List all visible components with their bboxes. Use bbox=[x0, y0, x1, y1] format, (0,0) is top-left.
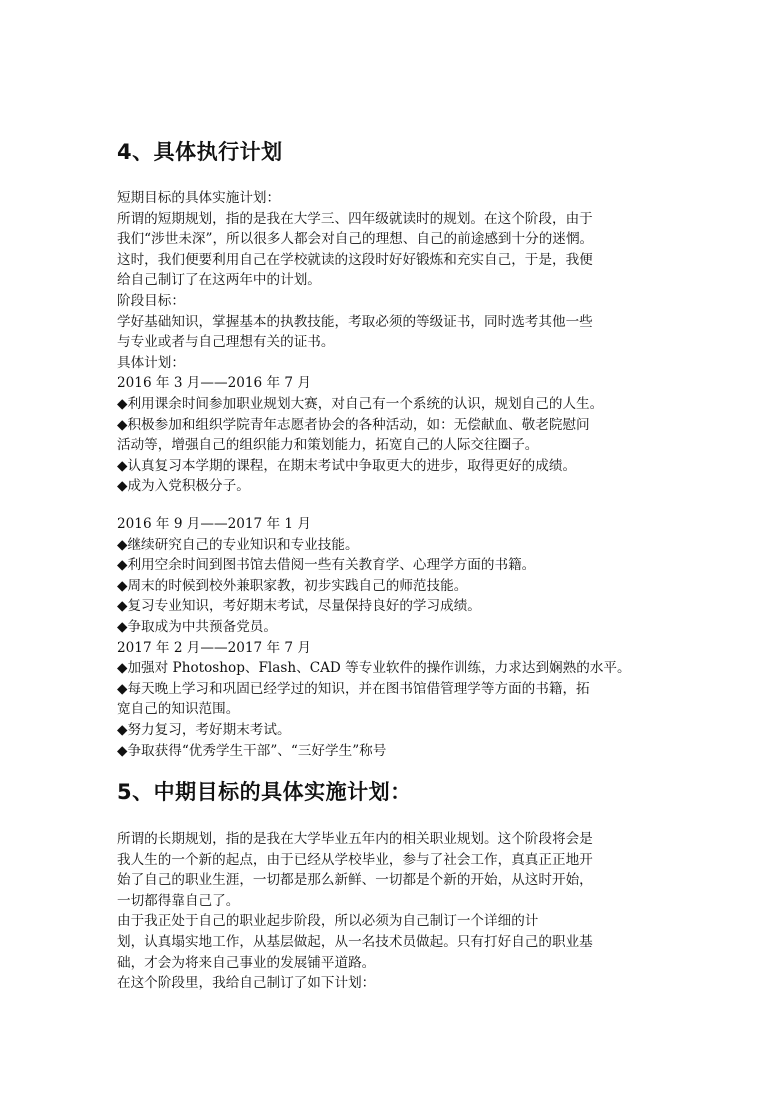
text-line: 学好基础知识，掌握基本的执教技能，考取必须的等级证书，同时选考其他一些 bbox=[117, 313, 593, 330]
text-line: 这时，我们便要利用自己在学校就读的这段时好好锻炼和充实自己，于是，我便 bbox=[117, 251, 593, 268]
text-line: 短期目标的具体实施计划： bbox=[117, 190, 281, 206]
bullet-item: ◆继续研究自己的专业知识和专业技能。 bbox=[117, 536, 359, 553]
section-5-heading: 5、中期目标的具体实施计划： bbox=[117, 780, 412, 804]
text-line: 划，认真塌实地工作，从基层做起，从一名技术员做起。只有打好自己的职业基 bbox=[117, 933, 593, 950]
section-5-body bbox=[117, 829, 662, 994]
section-4-heading: 4、具体执行计划 bbox=[117, 140, 283, 164]
bullet-item: ◆认真复习本学期的课程，在期末考试中争取更大的进步，取得更好的成绩。 bbox=[117, 457, 577, 474]
bullet-item: ◆加强对 Photoshop、Flash、CAD 等专业软件的操作训练，力求达到娴熟的水平。 bbox=[117, 660, 631, 677]
text-line: 具体计划： bbox=[117, 354, 185, 371]
text-line: 与专业或者与自己理想有关的证书。 bbox=[117, 334, 335, 351]
text-line: 活动等，增强自己的组织能力和策划能力，拓宽自己的人际交往圈子。 bbox=[117, 437, 539, 454]
text-line: 我们“涉世未深”，所以很多人都会对自己的理想、自己的前途感到十分的迷惘。 bbox=[117, 231, 594, 248]
date-range-line: 2017 年 2 月——2017 年 7 月 bbox=[117, 639, 311, 656]
section-4-body-part-1 bbox=[117, 188, 662, 497]
text-line: 所谓的短期规划，指的是我在大学三、四年级就读时的规划。在这个阶段，由于 bbox=[117, 210, 593, 227]
text-line: 阶段目标： bbox=[117, 292, 185, 309]
bullet-item: ◆积极参加和组织学院青年志愿者协会的各种活动，如：无偿献血、敬老院慰问 bbox=[117, 416, 590, 433]
text-line: 在这个阶段里，我给自己制订了如下计划： bbox=[117, 975, 376, 992]
bullet-item: ◆利用课余时间参加职业规划大赛，对自己有一个系统的认识，规划自己的人生。 bbox=[117, 395, 604, 412]
date-range-line: 2016 年 9 月——2017 年 1 月 bbox=[117, 516, 311, 532]
section-4-body-part-2 bbox=[117, 514, 662, 761]
text-line: 一切都得靠自己了。 bbox=[117, 892, 240, 909]
bullet-item: ◆成为入党积极分子。 bbox=[117, 478, 250, 495]
bullet-item: ◆周末的时候到校外兼职家教，初步实践自己的师范技能。 bbox=[117, 577, 468, 594]
date-range-line: 2016 年 3 月——2016 年 7 月 bbox=[117, 375, 311, 392]
text-line: 宽自己的知识范围。 bbox=[117, 701, 240, 718]
text-line: 始了自己的职业生涯，一切都是那么新鲜、一切都是个新的开始，从这时开始， bbox=[117, 872, 593, 889]
bullet-item: ◆努力复习，考好期末考试。 bbox=[117, 721, 291, 738]
text-line: 由于我正处于自己的职业起步阶段，所以必须为自己制订一个详细的计 bbox=[117, 913, 539, 930]
bullet-item: ◆争取获得“优秀学生干部”、“三好学生”称号 bbox=[117, 742, 387, 759]
text-line: 所谓的长期规划，指的是我在大学毕业五年内的相关职业规划。这个阶段将会是 bbox=[117, 831, 593, 847]
bullet-item: ◆争取成为中共预备党员。 bbox=[117, 618, 277, 635]
bullet-item: ◆复习专业知识，考好期末考试，尽量保持良好的学习成绩。 bbox=[117, 598, 481, 615]
text-line: 给自己制订了在这两年中的计划。 bbox=[117, 272, 321, 289]
text-line: 我人生的一个新的起点，由于已经从学校毕业，参与了社会工作，真真正正地开 bbox=[117, 851, 593, 868]
bullet-item: ◆利用空余时间到图书馆去借阅一些有关教育学、心理学方面的书籍。 bbox=[117, 557, 536, 574]
text-line: 础，才会为将来自己事业的发展铺平道路。 bbox=[117, 954, 376, 971]
bullet-item: ◆每天晚上学习和巩固已经学过的知识，并在图书馆借管理学等方面的书籍，拓 bbox=[117, 680, 590, 697]
